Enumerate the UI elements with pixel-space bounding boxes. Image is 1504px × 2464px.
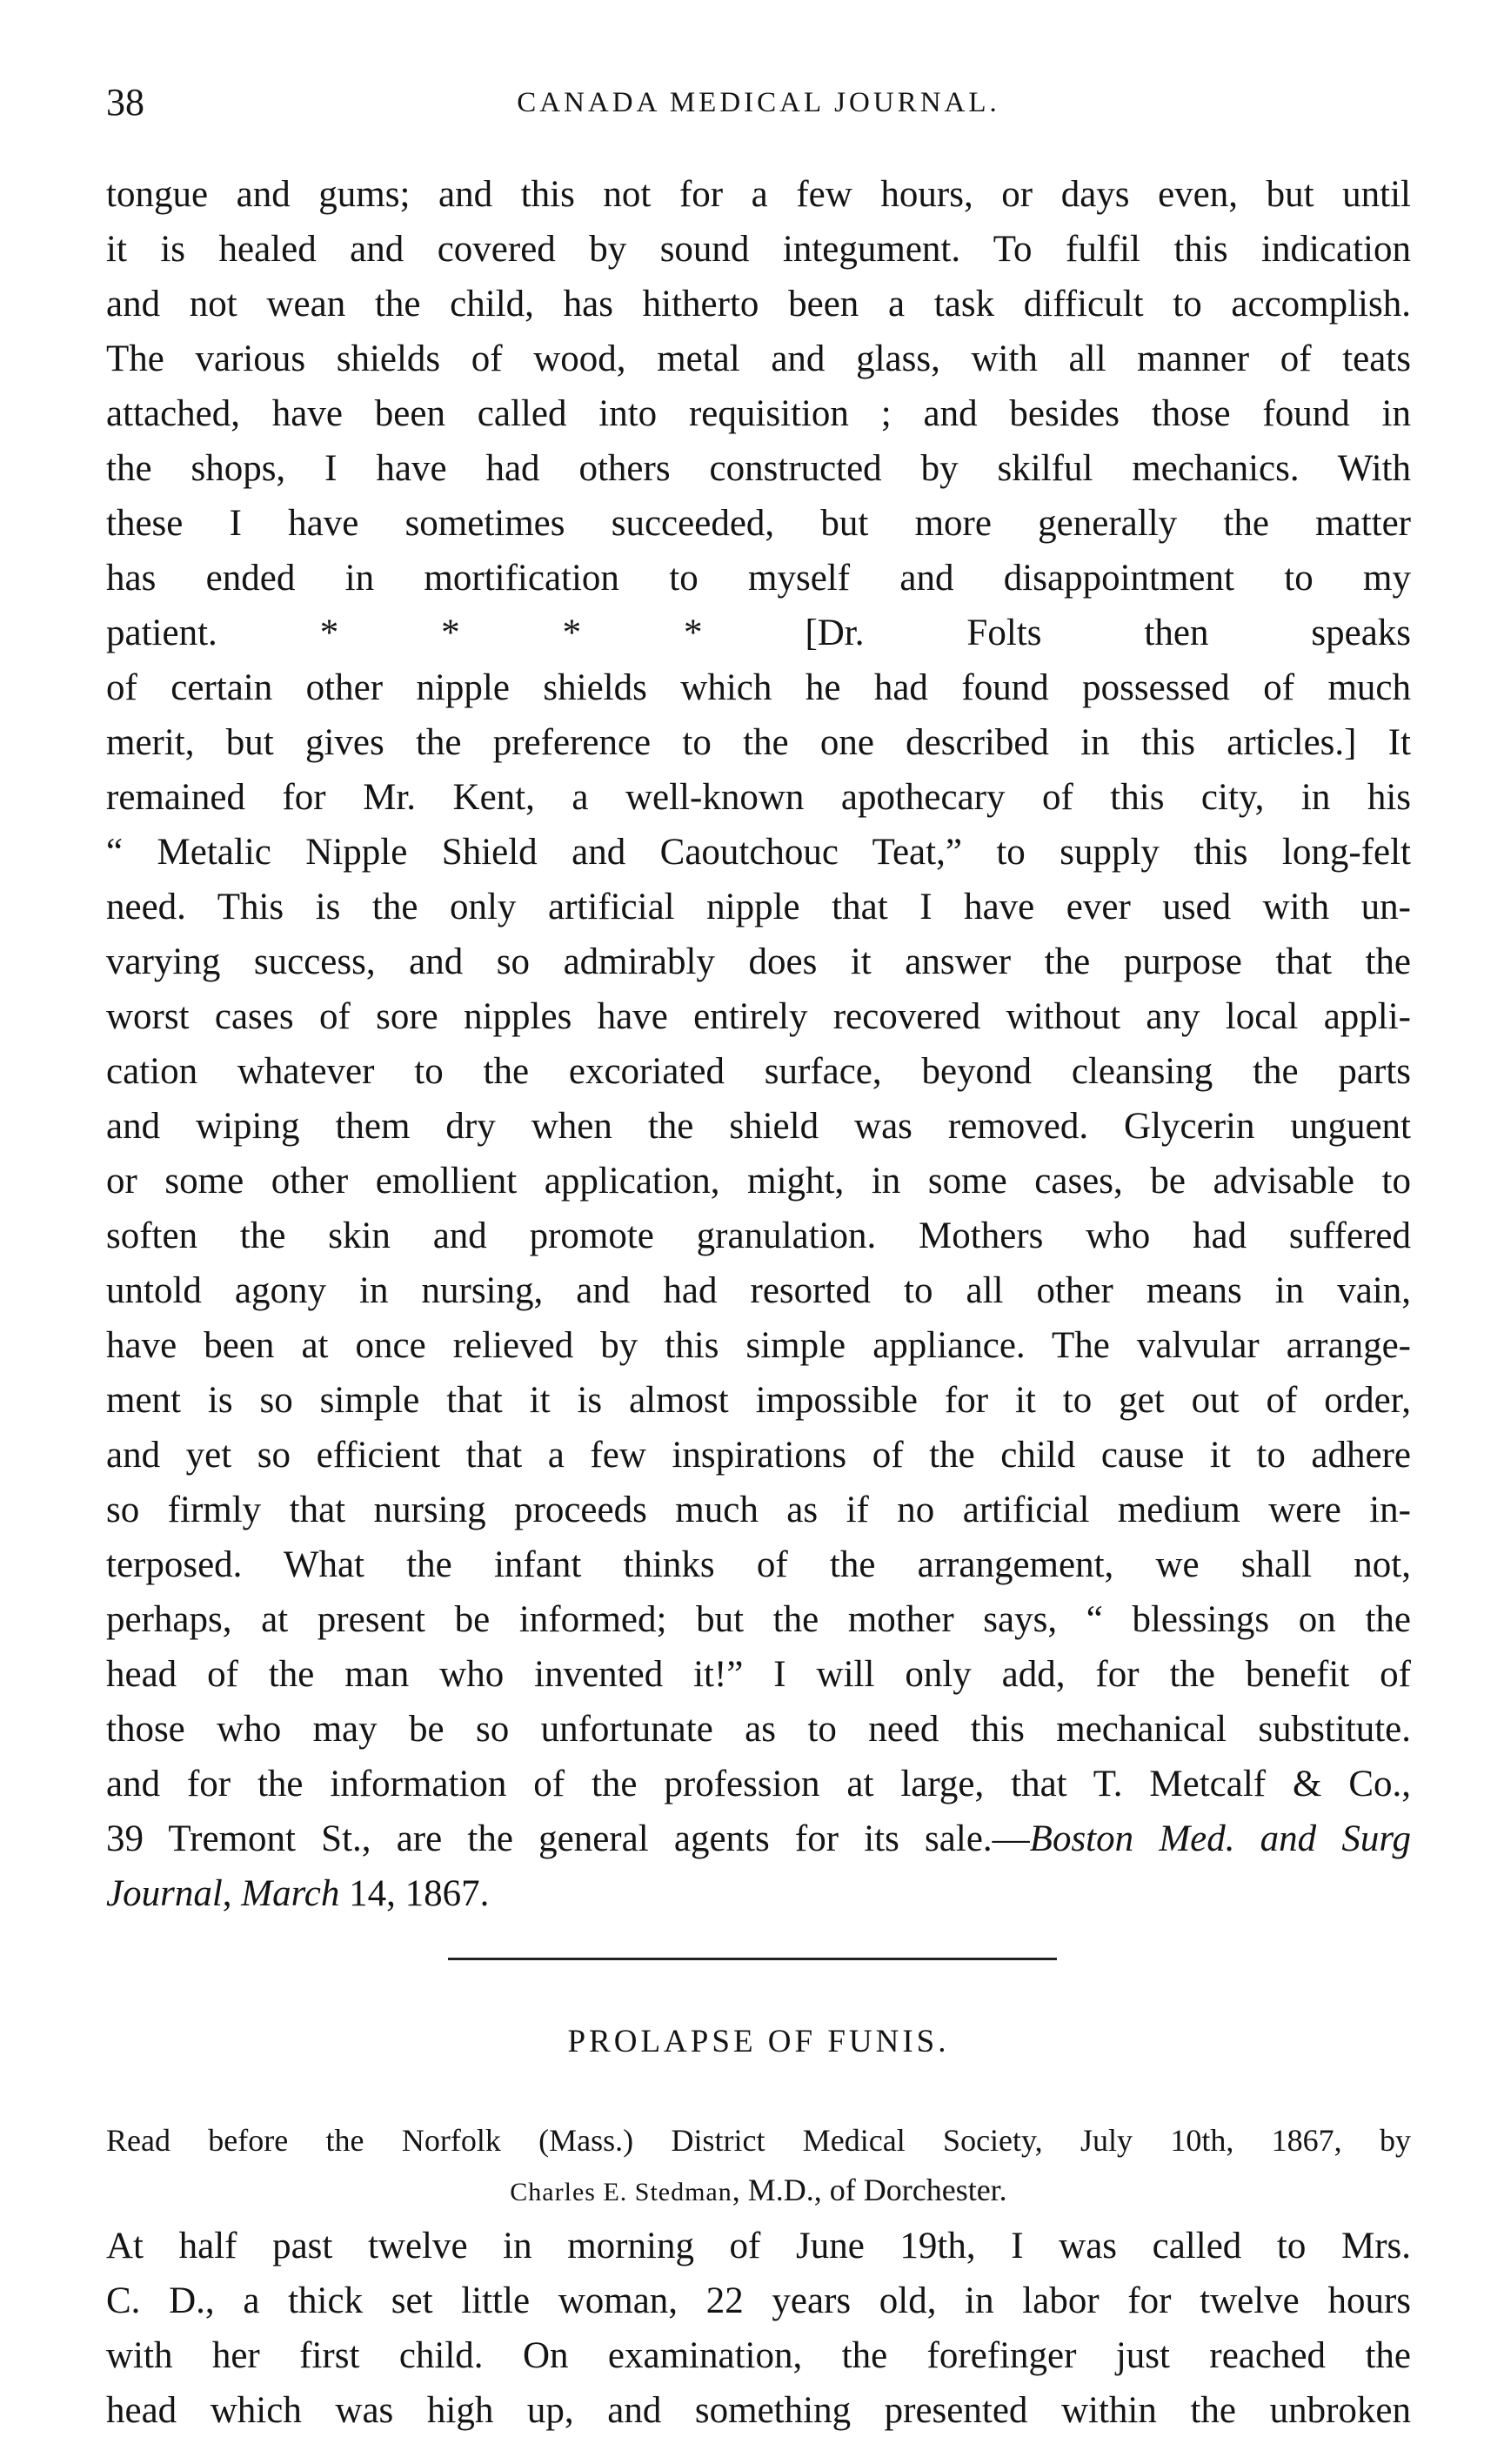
- citation-source: Boston Med. and Surg: [1029, 1818, 1411, 1859]
- section-divider: [448, 1958, 1057, 1960]
- text-line: with her first child. On examination, the forefinger just reached the: [106, 2335, 1411, 2376]
- text-line: “ Metalic Nipple Shield and Caoutchouc Teat,” to supply this long-felt: [106, 832, 1411, 873]
- text-line: of certain other nipple shields which he had found possessed of much: [106, 667, 1411, 708]
- author-name: Charles E. Stedman: [510, 2178, 732, 2206]
- text-line: varying success, and so admirably does it answer the purpose that the: [106, 941, 1411, 982]
- text-line: terposed. What the infant thinks of the arrangement, we shall not,: [106, 1544, 1411, 1585]
- text-line: cation whatever to the excoriated surface, beyond cleansing the parts: [106, 1051, 1411, 1092]
- citation-month: March: [241, 1873, 340, 1914]
- text-line: and wiping them dry when the shield was removed. Glycerin unguent: [106, 1106, 1411, 1147]
- running-head: CANADA MEDICAL JOURNAL.: [517, 87, 1000, 118]
- section-byline: [106, 2116, 1411, 2215]
- text-line: remained for Mr. Kent, a well-known apothecary of this city, in his: [106, 777, 1411, 818]
- text-line: need. This is the only artificial nipple that I have ever used with un-: [106, 887, 1411, 927]
- author-line: [106, 2166, 1411, 2215]
- text-line: or some other emollient application, might, in some cases, be advisable to: [106, 1161, 1411, 1202]
- citation-line: [106, 1811, 1411, 1866]
- text-line: and for the information of the profession at large, that T. Metcalf & Co.,: [106, 1764, 1411, 1804]
- citation-date: 14, 1867.: [339, 1873, 490, 1914]
- text-line: it is healed and covered by sound integument. To fulfil this indication: [106, 229, 1411, 270]
- text-line: C. D., a thick set little woman, 22 years old, in labor for twelve hours: [106, 2280, 1411, 2321]
- text-line: ment is so simple that it is almost impossible for it to get out of order,: [106, 1380, 1411, 1421]
- text-line: head which was high up, and something presented within the unbroken: [106, 2390, 1411, 2431]
- text-line: untold agony in nursing, and had resorted to all other means in vain,: [106, 1270, 1411, 1311]
- case-report-body: [106, 2219, 1411, 2438]
- author-credentials: , M.D., of Dorchester.: [732, 2173, 1007, 2207]
- text-line: attached, have been called into requisition ; and besides those found in: [106, 393, 1411, 434]
- editorial-note-start: [Dr. Folts then speaks: [805, 613, 1411, 653]
- text-line: and not wean the child, has hitherto been a task difficult to accomplish.: [106, 284, 1411, 325]
- page-number: 38: [106, 81, 144, 124]
- text-line: merit, but gives the preference to the one described in this articles.] It: [106, 722, 1411, 763]
- text-line: tongue and gums; and this not for a few hours, or days even, but until: [106, 174, 1411, 215]
- citation-line-last: [106, 1866, 1411, 1921]
- text-line: head of the man who invented it!” I will only add, for the benefit of: [106, 1654, 1411, 1695]
- line-start: patient.: [106, 613, 217, 653]
- text-line: have been at once relieved by this simple appliance. The valvular arrange-: [106, 1325, 1411, 1366]
- citation-journal: Journal: [106, 1873, 223, 1914]
- text-line: At half past twelve in morning of June 19th, I was called to Mrs.: [106, 2226, 1411, 2266]
- text-line: these I have sometimes succeeded, but more generally the matter: [106, 503, 1411, 544]
- text-line: those who may be so unfortunate as to need this mechanical substitute.: [106, 1709, 1411, 1750]
- text-line: soften the skin and promote granulation. Mothers who had suffered: [106, 1215, 1411, 1256]
- citation-text: 39 Tremont St., are the general agents for its sale.—: [106, 1818, 1030, 1859]
- text-line: perhaps, at present be informed; but the mother says, “ blessings on the: [106, 1599, 1411, 1640]
- citation-separator: ,: [222, 1873, 242, 1914]
- read-before-line: Read before the Norfolk (Mass.) District Medical Society, July 10th, 1867, by: [106, 2123, 1411, 2158]
- article-body: [106, 167, 1411, 1921]
- text-line: has ended in mortification to myself and disappointment to my: [106, 558, 1411, 599]
- text-line: and yet so efficient that a few inspirations of the child cause it to adhere: [106, 1435, 1411, 1476]
- text-line: worst cases of sore nipples have entirely recovered without any local appli-: [106, 996, 1411, 1037]
- text-line: so firmly that nursing proceeds much as if no artificial medium were in-: [106, 1490, 1411, 1530]
- text-line-ellipsis: [106, 606, 1411, 660]
- section-title: PROLAPSE OF FUNIS.: [567, 2024, 950, 2059]
- text-line: The various shields of wood, metal and glass, with all manner of teats: [106, 338, 1411, 379]
- page-header: [106, 80, 1411, 132]
- text-line: the shops, I have had others constructed by skilful mechanics. With: [106, 448, 1411, 489]
- omission-asterisks: * * * *: [319, 613, 703, 653]
